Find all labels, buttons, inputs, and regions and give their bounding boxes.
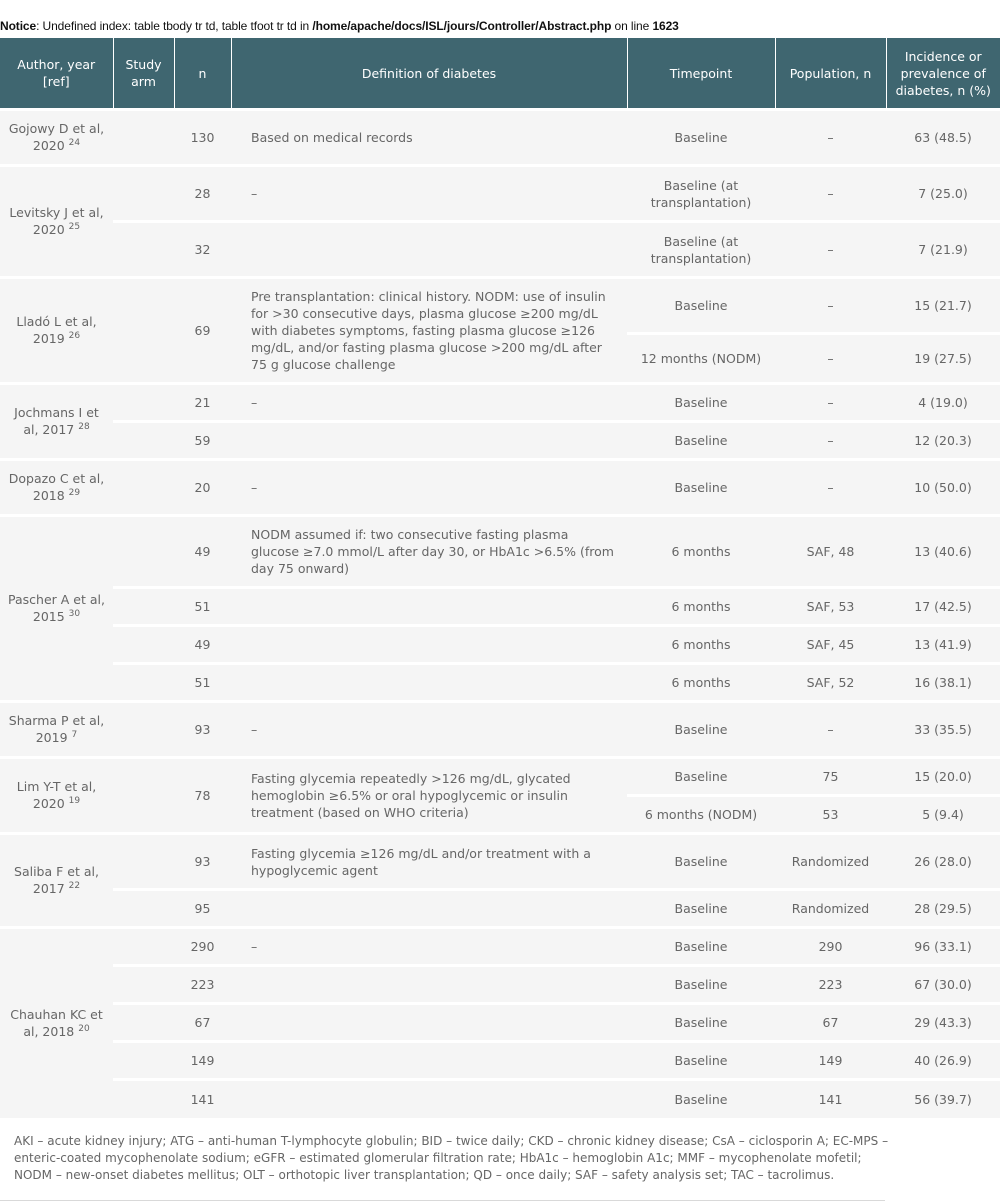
incidence-cell: 15 (21.7)	[886, 278, 1000, 334]
study-arm-cell	[113, 664, 174, 702]
incidence-cell: 4 (19.0)	[886, 384, 1000, 422]
n-cell: 51	[174, 664, 231, 702]
notice-line-number: 1623	[652, 19, 679, 33]
population-cell: SAF, 53	[775, 588, 886, 626]
n-cell: 28	[174, 166, 231, 222]
incidence-cell: 17 (42.5)	[886, 588, 1000, 626]
population-cell: SAF, 48	[775, 516, 886, 588]
n-cell: 51	[174, 588, 231, 626]
incidence-cell: 10 (50.0)	[886, 460, 1000, 516]
incidence-cell: 26 (28.0)	[886, 834, 1000, 890]
population-cell: –	[775, 334, 886, 384]
incidence-cell: 16 (38.1)	[886, 664, 1000, 702]
timepoint-cell: Baseline	[627, 460, 775, 516]
author-cell: Gojowy D et al, 2020 $^{24}$	[0, 110, 113, 166]
n-cell: 49	[174, 626, 231, 664]
study-arm-cell	[113, 516, 174, 588]
table-row	[0, 966, 1000, 1004]
definition-cell	[231, 890, 627, 928]
timepoint-cell: Baseline (at transplantation)	[627, 166, 775, 222]
study-arm-cell	[113, 588, 174, 626]
study-arm-cell	[113, 758, 174, 834]
table-header-row	[0, 38, 1000, 110]
definition-cell: Fasting glycemia ≥126 mg/dL and/or treatment with a hypoglycemic agent	[231, 834, 627, 890]
timepoint-cell: Baseline	[627, 1080, 775, 1118]
study-arm-cell	[113, 384, 174, 422]
population-cell: 53	[775, 796, 886, 834]
incidence-cell: 63 (48.5)	[886, 110, 1000, 166]
population-cell: 67	[775, 1004, 886, 1042]
study-arm-cell	[113, 966, 174, 1004]
population-cell: –	[775, 460, 886, 516]
definition-cell	[231, 422, 627, 460]
definition-cell: –	[231, 702, 627, 758]
timepoint-cell: Baseline	[627, 702, 775, 758]
table-row	[0, 110, 1000, 166]
incidence-cell: 13 (40.6)	[886, 516, 1000, 588]
notice-label: Notice	[0, 19, 37, 33]
n-cell: 49	[174, 516, 231, 588]
definition-cell	[231, 1080, 627, 1118]
timepoint-cell: Baseline	[627, 1004, 775, 1042]
table-row	[0, 928, 1000, 966]
incidence-cell: 56 (39.7)	[886, 1080, 1000, 1118]
incidence-cell: 5 (9.4)	[886, 796, 1000, 834]
study-arm-cell	[113, 222, 174, 278]
definition-cell: Based on medical records	[231, 110, 627, 166]
timepoint-cell: 6 months (NODM)	[627, 796, 775, 834]
incidence-cell: 28 (29.5)	[886, 890, 1000, 928]
timepoint-cell: 6 months	[627, 588, 775, 626]
table-row	[0, 1042, 1000, 1080]
n-cell: 32	[174, 222, 231, 278]
author-cell: Lim Y-T et al, 2020 $^{19}$	[0, 758, 113, 834]
timepoint-cell: Baseline	[627, 966, 775, 1004]
population-cell: 290	[775, 928, 886, 966]
definition-cell	[231, 626, 627, 664]
header-definition: Definition of diabetes	[231, 38, 627, 110]
study-arm-cell	[113, 1004, 174, 1042]
study-arm-cell	[113, 166, 174, 222]
definition-cell: NODM assumed if: two consecutive fasting plasma glucose ≥7.0 mmol/L after day 30, or HbA1c >6.5% (from day 75 onward)	[231, 516, 627, 588]
n-cell: 290	[174, 928, 231, 966]
population-cell: SAF, 52	[775, 664, 886, 702]
table-row	[0, 834, 1000, 890]
timepoint-cell: 6 months	[627, 516, 775, 588]
definition-cell: –	[231, 166, 627, 222]
population-cell: Randomized	[775, 834, 886, 890]
definition-cell	[231, 1042, 627, 1080]
timepoint-cell: 6 months	[627, 626, 775, 664]
table-row	[0, 588, 1000, 626]
timepoint-cell: Baseline	[627, 890, 775, 928]
table-row	[0, 516, 1000, 588]
timepoint-cell: Baseline	[627, 422, 775, 460]
study-arm-cell	[113, 460, 174, 516]
definition-cell: Fasting glycemia repeatedly >126 mg/dL, glycated hemoglobin ≥6.5% or oral hypoglycemic or insulin treatment (based on WHO criteria)	[231, 758, 627, 834]
population-cell: –	[775, 110, 886, 166]
definition-cell	[231, 664, 627, 702]
author-cell: Dopazo C et al, 2018 $^{29}$	[0, 460, 113, 516]
n-cell: 20	[174, 460, 231, 516]
study-arm-cell	[113, 1042, 174, 1080]
n-cell: 149	[174, 1042, 231, 1080]
population-cell: 141	[775, 1080, 886, 1118]
table-row	[0, 166, 1000, 222]
n-cell: 78	[174, 758, 231, 834]
footnote-divider	[0, 1200, 885, 1201]
population-cell: –	[775, 702, 886, 758]
php-notice	[0, 19, 679, 33]
timepoint-cell: Baseline	[627, 834, 775, 890]
table-row	[0, 626, 1000, 664]
study-arm-cell	[113, 110, 174, 166]
n-cell: 21	[174, 384, 231, 422]
study-arm-cell	[113, 702, 174, 758]
incidence-cell: 33 (35.5)	[886, 702, 1000, 758]
author-cell: Lladó L et al, 2019 $^{26}$	[0, 278, 113, 384]
study-arm-cell	[113, 928, 174, 966]
header-population: Population, n	[775, 38, 886, 110]
n-cell: 93	[174, 834, 231, 890]
table-row	[0, 758, 1000, 796]
n-cell: 223	[174, 966, 231, 1004]
study-arm-cell	[113, 278, 174, 384]
header-incidence: Incidence or prevalence of diabetes, n (%)	[886, 38, 1000, 110]
author-cell: Pascher A et al, 2015 $^{30}$	[0, 516, 113, 702]
timepoint-cell: Baseline	[627, 278, 775, 334]
author-cell: Jochmans I et al, 2017 $^{28}$	[0, 384, 113, 460]
table-row	[0, 1080, 1000, 1118]
table-row	[0, 702, 1000, 758]
study-arm-cell	[113, 626, 174, 664]
table-row	[0, 1004, 1000, 1042]
population-cell: Randomized	[775, 890, 886, 928]
incidence-cell: 29 (43.3)	[886, 1004, 1000, 1042]
table-row	[0, 460, 1000, 516]
incidence-cell: 7 (21.9)	[886, 222, 1000, 278]
study-arm-cell	[113, 890, 174, 928]
population-cell: –	[775, 422, 886, 460]
header-n: n	[174, 38, 231, 110]
population-cell: –	[775, 384, 886, 422]
definition-cell: –	[231, 928, 627, 966]
population-cell: –	[775, 222, 886, 278]
n-cell: 67	[174, 1004, 231, 1042]
definition-cell	[231, 1004, 627, 1042]
author-cell: Levitsky J et al, 2020 $^{25}$	[0, 166, 113, 278]
incidence-cell: 15 (20.0)	[886, 758, 1000, 796]
notice-text: : Undefined index: table tbody tr td, table tfoot tr td in	[36, 19, 313, 33]
incidence-cell: 13 (41.9)	[886, 626, 1000, 664]
population-cell: 75	[775, 758, 886, 796]
table-row	[0, 222, 1000, 278]
incidence-cell: 40 (26.9)	[886, 1042, 1000, 1080]
incidence-cell: 12 (20.3)	[886, 422, 1000, 460]
diabetes-incidence-table	[0, 38, 1000, 1118]
study-arm-cell	[113, 1080, 174, 1118]
n-cell: 69	[174, 278, 231, 384]
timepoint-cell: Baseline (at transplantation)	[627, 222, 775, 278]
definition-cell	[231, 222, 627, 278]
notice-text-line: on line	[611, 19, 653, 33]
author-cell: Sharma P et al, 2019 $^7$	[0, 702, 113, 758]
header-timepoint: Timepoint	[627, 38, 775, 110]
population-cell: 223	[775, 966, 886, 1004]
incidence-cell: 67 (30.0)	[886, 966, 1000, 1004]
definition-cell: –	[231, 460, 627, 516]
definition-cell	[231, 588, 627, 626]
population-cell: 149	[775, 1042, 886, 1080]
incidence-cell: 19 (27.5)	[886, 334, 1000, 384]
header-study-arm: Study arm	[113, 38, 174, 110]
timepoint-cell: Baseline	[627, 758, 775, 796]
timepoint-cell: Baseline	[627, 110, 775, 166]
timepoint-cell: Baseline	[627, 384, 775, 422]
definition-cell: Pre transplantation: clinical history. NODM: use of insulin for >30 consecutive days, plasma glucose ≥200 mg/dL with diabetes symptoms, fasting plasma glucose ≥126 mg/dL, and/or fasting plasma glucose >200 mg/dL after 75 g glucose challenge	[231, 278, 627, 384]
header-author: Author, year [ref]	[0, 38, 113, 110]
abbreviations-footnote: AKI – acute kidney injury; ATG – anti-human T-lymphocyte globulin; BID – twice daily; CKD – chronic kidney disease; CsA – ciclosporin A; EC-MPS – enteric-coated mycophenolate sodium; eGFR – estimated glomerular filtration rate; HbA1c – hemoglobin A1c; MMF – mycophenolate mofetil; NODM – new-onset diabetes mellitus; OLT – orthotopic liver transplantation; QD – once daily; SAF – safety analysis set; TAC – tacrolimus.	[14, 1134, 889, 1182]
incidence-cell: 96 (33.1)	[886, 928, 1000, 966]
n-cell: 141	[174, 1080, 231, 1118]
table-row	[0, 422, 1000, 460]
population-cell: –	[775, 166, 886, 222]
n-cell: 130	[174, 110, 231, 166]
table-row	[0, 278, 1000, 334]
n-cell: 93	[174, 702, 231, 758]
timepoint-cell: Baseline	[627, 1042, 775, 1080]
table-row	[0, 664, 1000, 702]
n-cell: 59	[174, 422, 231, 460]
study-arm-cell	[113, 422, 174, 460]
timepoint-cell: Baseline	[627, 928, 775, 966]
table-row	[0, 890, 1000, 928]
author-cell: Chauhan KC et al, 2018 $^{20}$	[0, 928, 113, 1118]
incidence-cell: 7 (25.0)	[886, 166, 1000, 222]
study-arm-cell	[113, 834, 174, 890]
author-cell: Saliba F et al, 2017 $^{22}$	[0, 834, 113, 928]
population-cell: –	[775, 278, 886, 334]
notice-path: /home/apache/docs/ISL/jours/Controller/Abstract.php	[312, 19, 612, 33]
timepoint-cell: 12 months (NODM)	[627, 334, 775, 384]
timepoint-cell: 6 months	[627, 664, 775, 702]
definition-cell	[231, 966, 627, 1004]
n-cell: 95	[174, 890, 231, 928]
definition-cell: –	[231, 384, 627, 422]
table-row	[0, 384, 1000, 422]
population-cell: SAF, 45	[775, 626, 886, 664]
